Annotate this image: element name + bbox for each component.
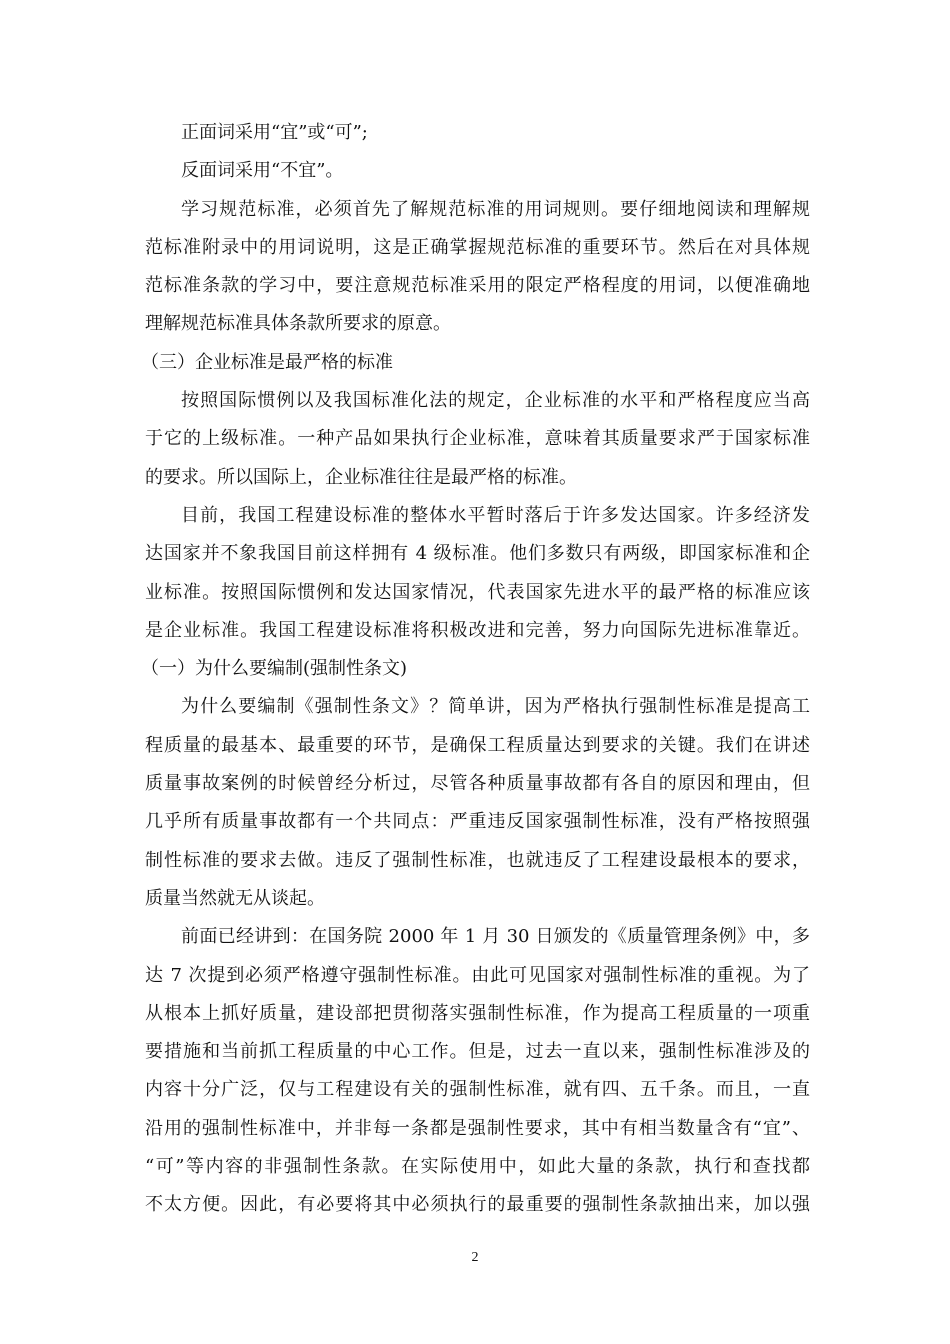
paragraph-line: 要措施和当前抓工程质量的中心工作。但是，过去一直以来，强制性标准涉及的 bbox=[145, 1041, 810, 1063]
section-heading: （三）企业标准是最严格的标准 bbox=[141, 351, 393, 373]
paragraph-line: 目前，我国工程建设标准的整体水平暂时落后于许多发达国家。许多经济发 bbox=[181, 504, 810, 526]
paragraph-line: 理解规范标准具体条款所要求的原意。 bbox=[145, 313, 451, 335]
paragraph-line: 范标准条款的学习中，要注意规范标准采用的限定严格程度的用词，以便准确地 bbox=[145, 275, 810, 297]
paragraph-line: 达 7 次提到必须严格遵守强制性标准。由此可见国家对强制性标准的重视。为了 bbox=[145, 964, 810, 986]
paragraph-line: 不太方便。因此，有必要将其中必须执行的最重要的强制性条款抽出来，加以强 bbox=[145, 1194, 810, 1216]
paragraph-line: 为什么要编制《强制性条文》？简单讲，因为严格执行强制性标准是提高工 bbox=[181, 696, 810, 718]
paragraph-line: 程质量的最基本、最重要的环节，是确保工程质量达到要求的关键。我们在讲述 bbox=[145, 734, 810, 756]
paragraph-line: 内容十分广泛，仅与工程建设有关的强制性标准，就有四、五千条。而且，一直 bbox=[145, 1079, 810, 1101]
paragraph-line: 前面已经讲到：在国务院 2000 年 1 月 30 日颁发的《质量管理条例》中，多 bbox=[181, 926, 810, 948]
paragraph-line: 业标准。按照国际惯例和发达国家情况，代表国家先进水平的最严格的标准应该 bbox=[145, 581, 810, 603]
paragraph-line: 达国家并不象我国目前这样拥有 4 级标准。他们多数只有两级，即国家标准和企 bbox=[145, 543, 810, 565]
paragraph-line: 沿用的强制性标准中，并非每一条都是强制性要求，其中有相当数量含有“宜”、 bbox=[145, 1117, 810, 1139]
paragraph-line: 于它的上级标准。一种产品如果执行企业标准，意味着其质量要求严于国家标准 bbox=[145, 428, 810, 450]
paragraph-line: 质量事故案例的时候曾经分析过，尽管各种质量事故都有各自的原因和理由，但 bbox=[145, 773, 810, 795]
paragraph-line: 的要求。所以国际上，企业标准往往是最严格的标准。 bbox=[145, 466, 577, 488]
page-number: 2 bbox=[471, 1250, 479, 1265]
paragraph-line: 从根本上抓好质量，建设部把贯彻落实强制性标准，作为提高工程质量的一项重 bbox=[145, 1002, 810, 1024]
paragraph-line: 学习规范标准，必须首先了解规范标准的用词规则。要仔细地阅读和理解规 bbox=[181, 198, 810, 220]
paragraph-line: 范标准附录中的用词说明，这是正确掌握规范标准的重要环节。然后在对具体规 bbox=[145, 236, 810, 258]
paragraph-line: 按照国际惯例以及我国标准化法的规定，企业标准的水平和严格程度应当高 bbox=[181, 390, 810, 412]
paragraph-line: 质量当然就无从谈起。 bbox=[145, 887, 325, 909]
paragraph-line: 反面词采用“不宜”。 bbox=[181, 160, 344, 182]
paragraph-line: 是企业标准。我国工程建设标准将积极改进和完善，努力向国际先进标准靠近。 bbox=[145, 619, 810, 641]
paragraph-line: 制性标准的要求去做。违反了强制性标准，也就违反了工程建设最根本的要求， bbox=[145, 849, 810, 871]
document-body bbox=[141, 114, 810, 1225]
paragraph-line: 几乎所有质量事故都有一个共同点：严重违反国家强制性标准，没有严格按照强 bbox=[145, 811, 810, 833]
paragraph-line: 正面词采用“宜”或“可”; bbox=[181, 122, 368, 143]
section-heading: （一）为什么要编制(强制性条文) bbox=[141, 658, 408, 680]
paragraph-line: “可”等内容的非强制性条款。在实际使用中，如此大量的条款，执行和查找都 bbox=[145, 1156, 810, 1178]
